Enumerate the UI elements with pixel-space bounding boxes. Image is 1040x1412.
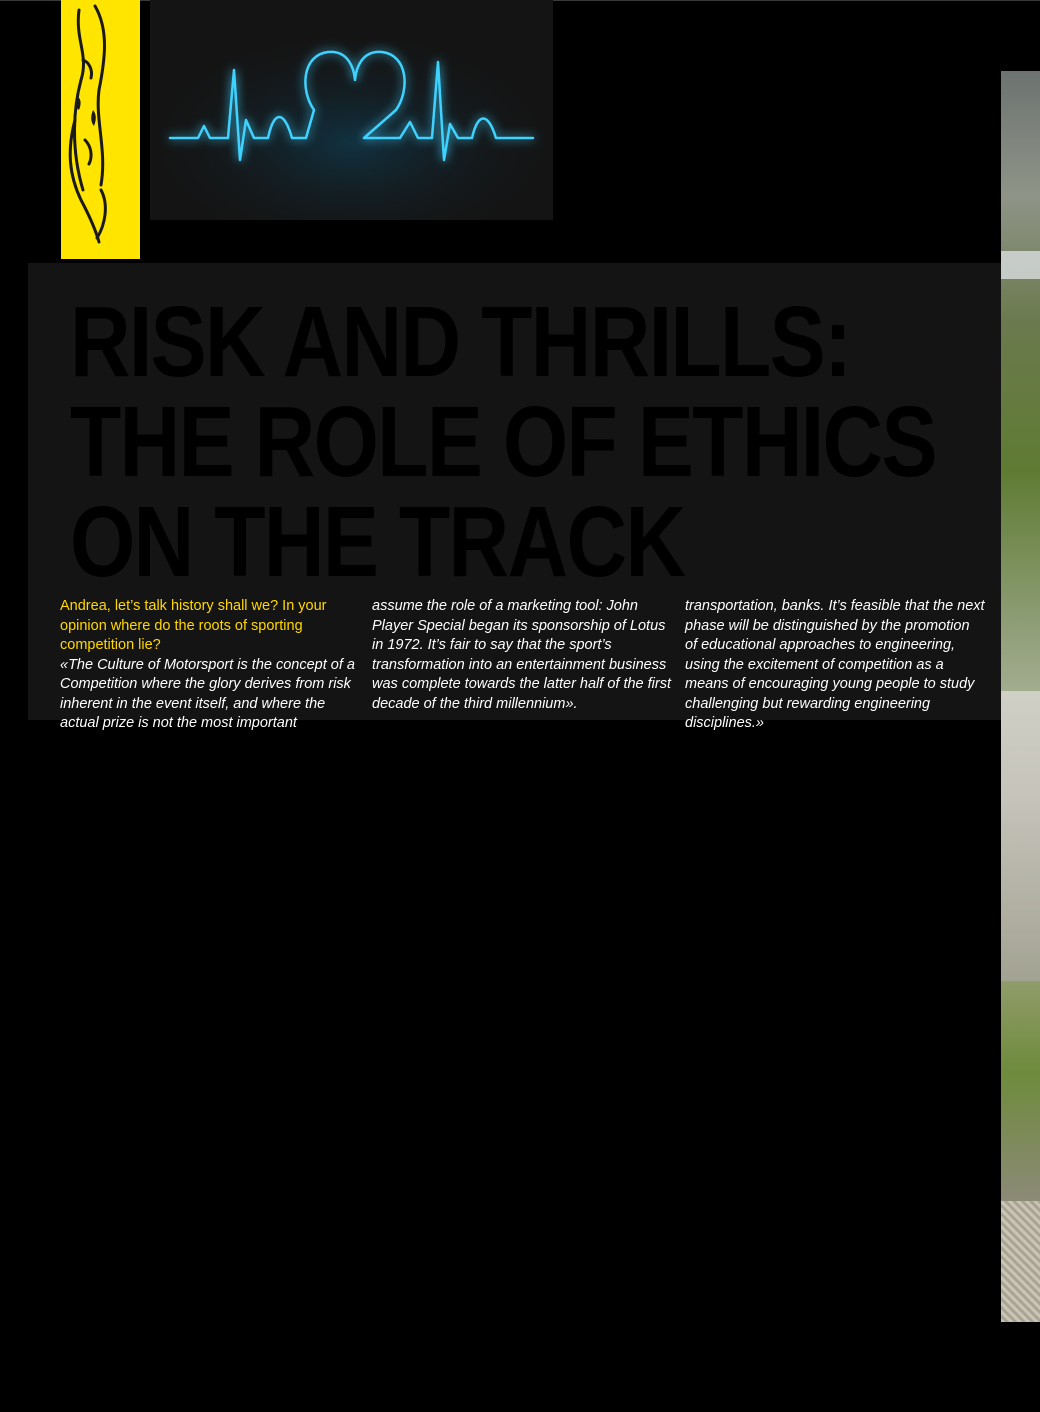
photo-edge-strip: [1001, 71, 1040, 1322]
photo-wall-detail: [1001, 691, 1040, 981]
article-column-3: [685, 597, 985, 731]
photo-gravel-detail: [1001, 1201, 1040, 1322]
heartbeat-heart-icon: [150, 0, 553, 220]
interview-answer: assume the role of a marketing tool: John Player Special began its sponsorship of Lotus in 1972. It’s fair to say that the sport’s transformation into an entertainment business was complete towards the latter half of the first decade of the third millennium».: [372, 598, 671, 712]
headline-line-3: ON THE TRACK: [70, 486, 685, 598]
sketch-figure-icon: [61, 0, 140, 259]
interview-question: Andrea, let’s talk history shall we? In your opinion where do the roots of sporting competition lie?: [60, 598, 327, 653]
interview-answer: transportation, banks. It’s feasible that the next phase will be distinguished by the promotion of educational approaches to engineering, using the excitement of competition as a means of encouraging young people to study challenging but rewarding engineering disciplines.»: [685, 598, 985, 731]
photo-road-detail: [1001, 251, 1040, 279]
headline-line-1: RISK AND THRILLS:: [70, 286, 851, 398]
article-column-2: [372, 597, 672, 720]
headline-line-2: THE ROLE OF ETHICS: [70, 386, 936, 498]
yellow-section-tab: [61, 0, 140, 259]
article-headline: [70, 286, 936, 598]
interview-answer: «The Culture of Motorsport is the concept of a Competition where the glory derives from risk inherent in the event itself, and where the actual prize is not the most important: [60, 656, 355, 731]
heartbeat-graphic: [150, 0, 553, 220]
article-column-1: [60, 597, 360, 731]
